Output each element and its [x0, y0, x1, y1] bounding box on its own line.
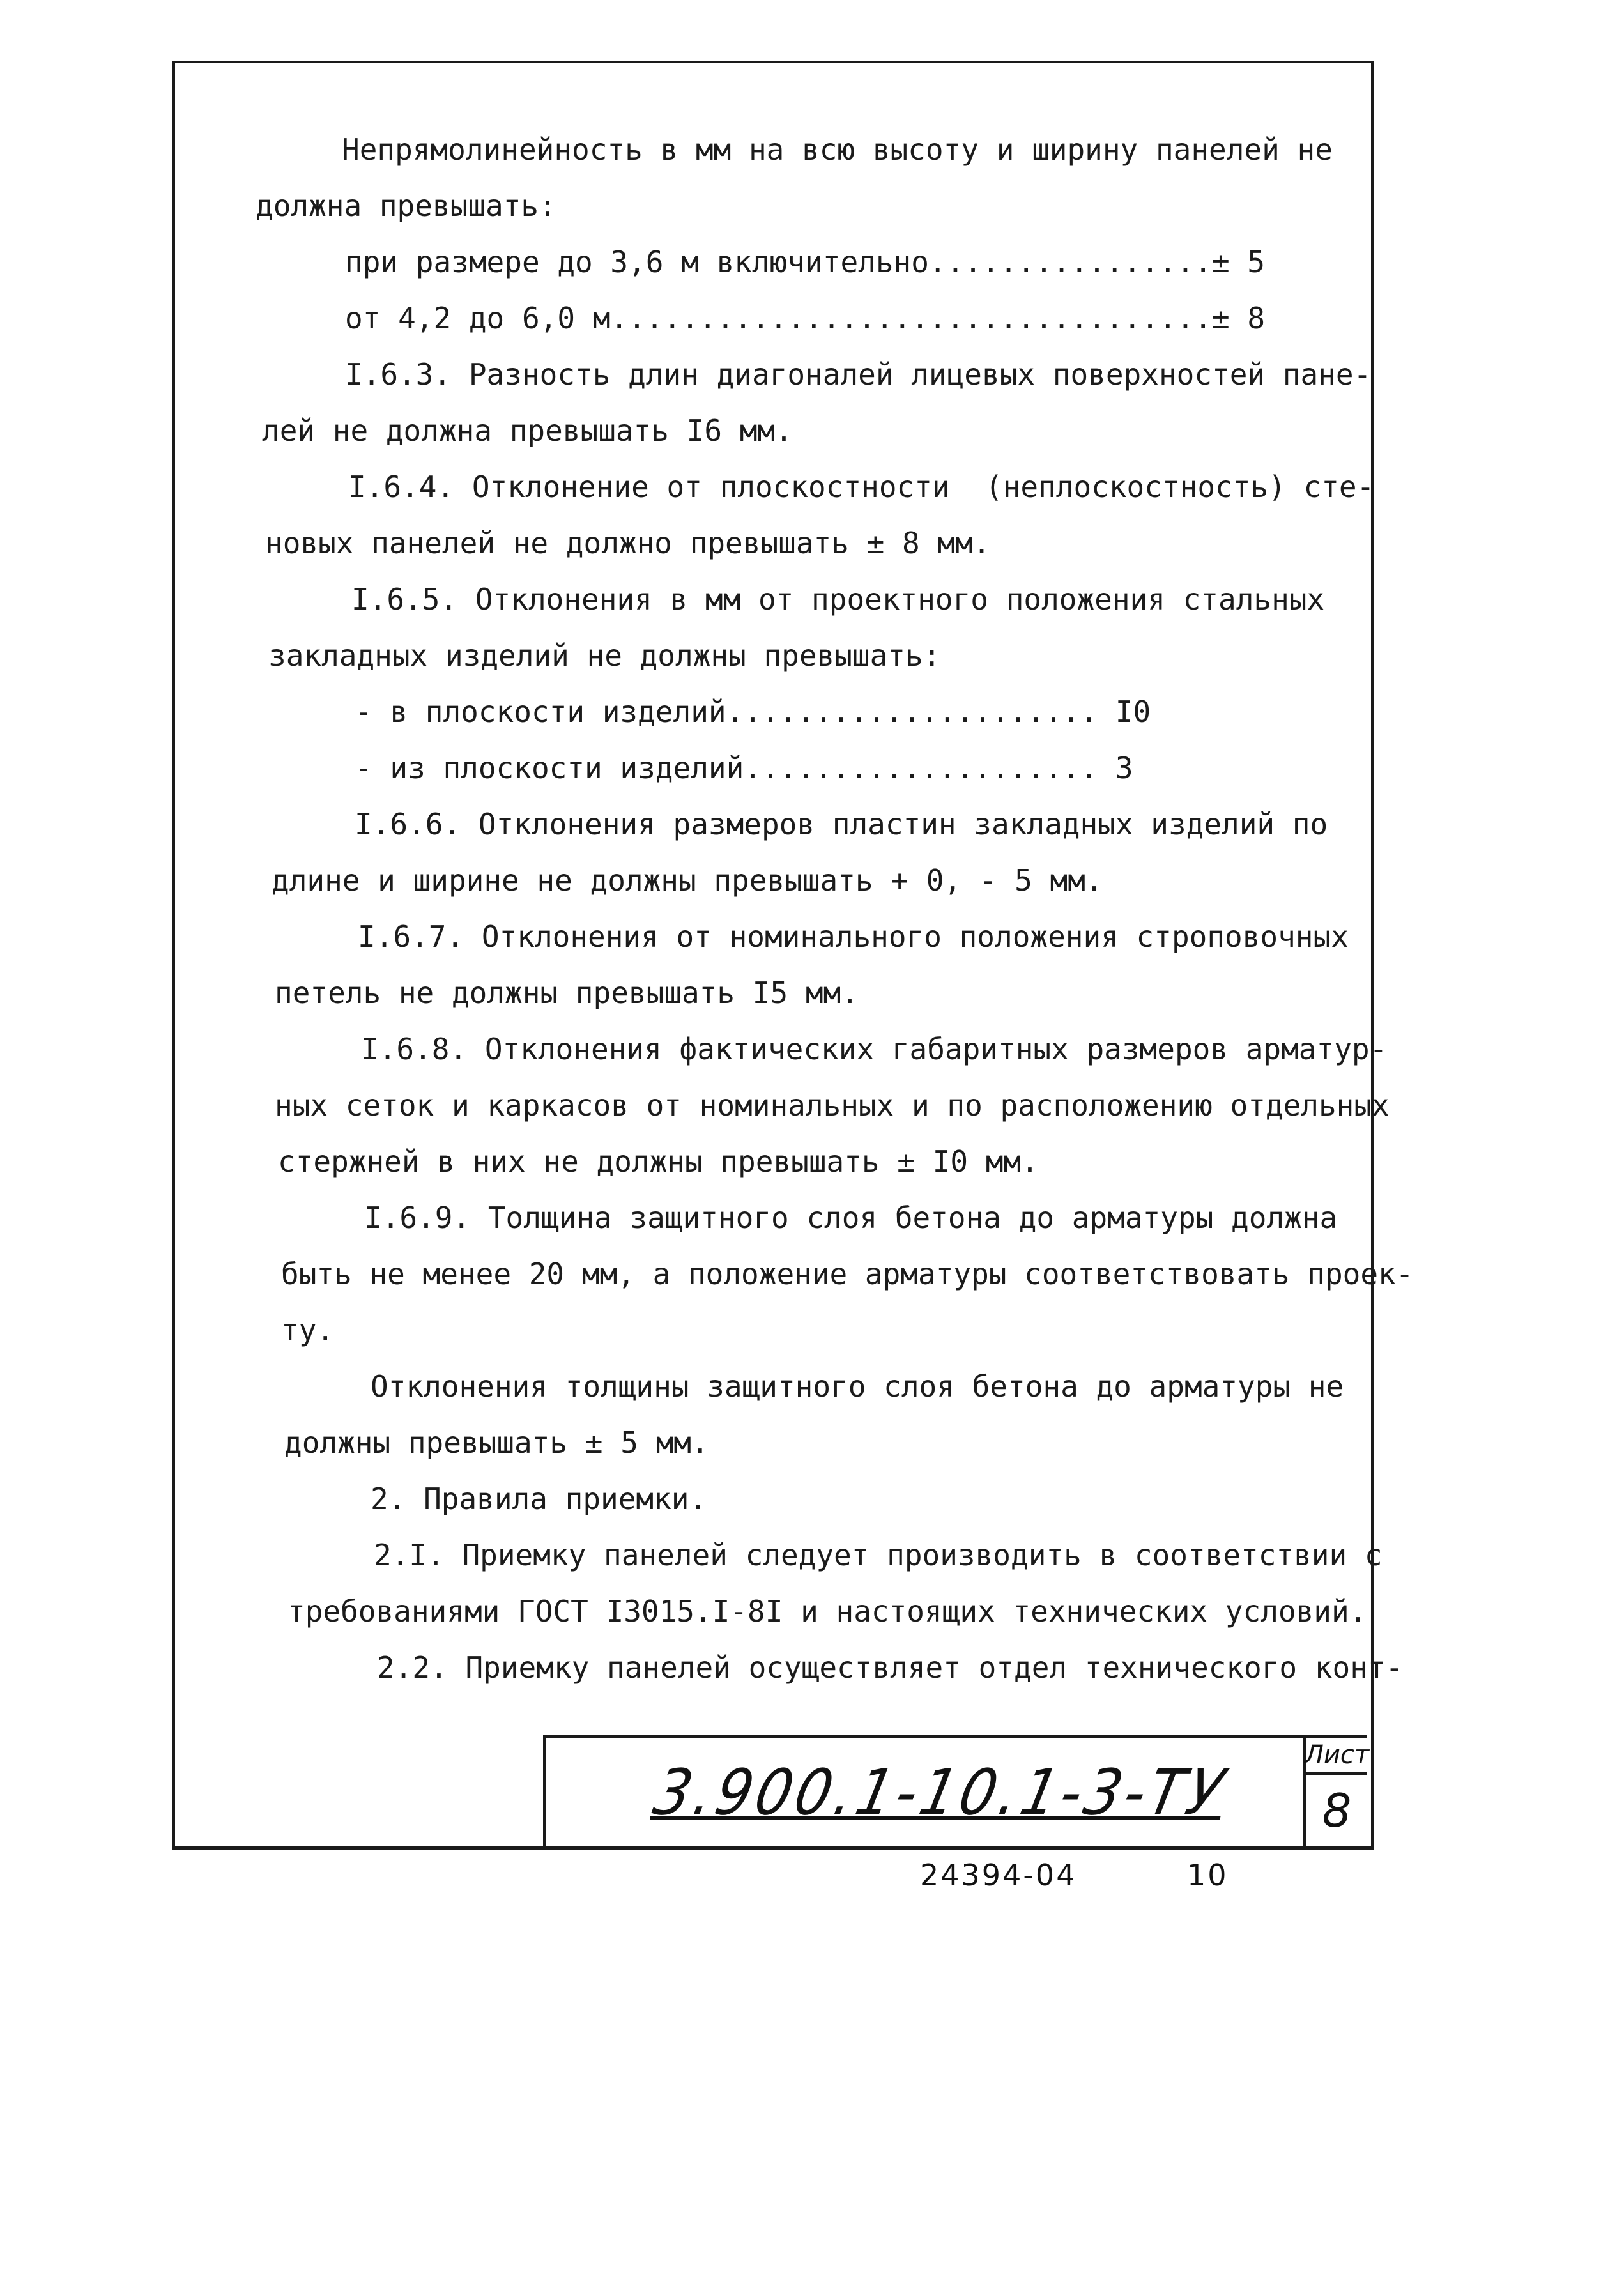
text-line: должна превышать: [256, 188, 556, 223]
text-line: длине и ширине не должны превышать + 0, - 5 мм. [272, 863, 1103, 898]
text-line: при размере до 3,6 м включительно................± 5 [345, 245, 1266, 279]
text-line: новых панелей не должно превышать ± 8 мм. [265, 526, 991, 560]
document-code-cell [546, 1738, 1335, 1846]
text-line: петель не должны превышать I5 мм. [275, 976, 859, 1010]
text-line: Непрямолинейность в мм на всю высоту и ширину панелей не [342, 132, 1333, 167]
document-code: 3.900.1-10.1-3-ТУ [648, 1755, 1234, 1829]
text-line: быть не менее 20 мм, а положение арматуры соответствовать проек- [281, 1257, 1414, 1291]
text-line: Отклонения толщины защитного слоя бетона до арматуры не [371, 1369, 1344, 1404]
text-line: I.6.5. Отклонения в мм от проектного положения стальных [351, 582, 1325, 617]
text-line: I.6.3. Разность длин диагоналей лицевых поверхностей пане- [345, 357, 1372, 392]
sheet-number: 8 [1322, 1784, 1352, 1837]
text-line: 2. Правила приемки. [371, 1482, 707, 1516]
text-line: I.6.9. Толщина защитного слоя бетона до арматуры должна [364, 1200, 1338, 1235]
text-line: закладных изделий не должны превышать: [268, 638, 941, 673]
text-line: лей не должна превышать I6 мм. [262, 413, 793, 448]
text-line: I.6.7. Отклонения от номинального положения строповочных [358, 919, 1349, 954]
text-line: 2.2. Приемку панелей осуществляет отдел технического конт- [377, 1650, 1404, 1685]
text-line: I.6.4. Отклонение от плоскостности (неплоскостность) сте- [348, 470, 1375, 504]
text-line: стержней в них не должны превышать ± I0 мм. [278, 1144, 1039, 1179]
text-line: требованиями ГОСТ I3015.I-8I и настоящих технических условий. [287, 1594, 1367, 1629]
text-line: от 4,2 до 6,0 м..................................± 8 [345, 301, 1266, 335]
text-line: ных сеток и каркасов от номинальных и по расположению отдельных [275, 1088, 1390, 1123]
text-line: ту. [281, 1313, 335, 1347]
page-number: 10 [1187, 1858, 1229, 1892]
sheet-label: Лист [1306, 1738, 1367, 1775]
text-line: I.6.6. Отклонения размеров пластин закладных изделий по [355, 807, 1328, 841]
archive-number: 24394-04 [920, 1858, 1077, 1892]
sheet-cell [1303, 1738, 1370, 1846]
text-line: - из плоскости изделий.................... 3 [355, 751, 1133, 785]
text-line: должны превышать ± 5 мм. [284, 1425, 709, 1460]
text-line: 2.I. Приемку панелей следует производить в соответствии с [374, 1538, 1383, 1572]
title-block [543, 1735, 1370, 1846]
text-line: - в плоскости изделий..................... I0 [355, 694, 1151, 729]
text-line: I.6.8. Отклонения фактических габаритных размеров арматур- [361, 1032, 1388, 1066]
